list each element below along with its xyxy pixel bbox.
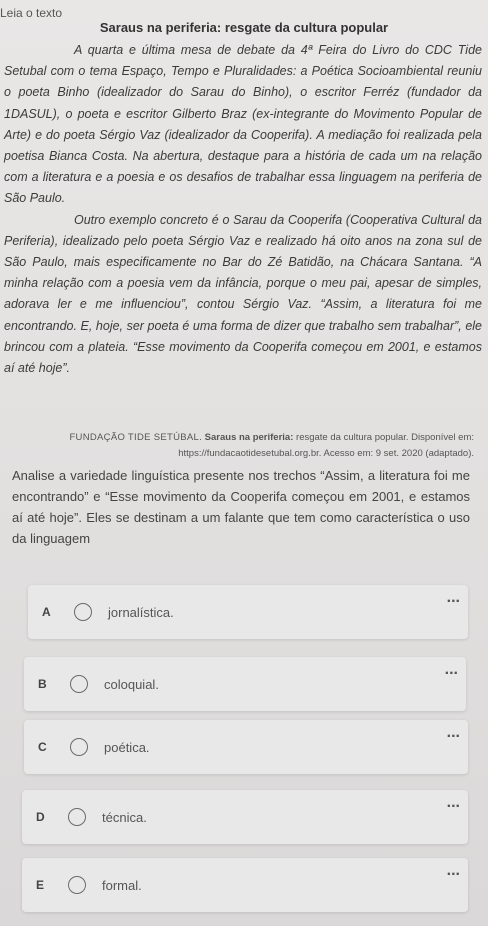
option-letter: D [36,810,45,824]
radio-button[interactable] [68,808,86,826]
option-text: técnica. [102,810,147,825]
passage-text [4,40,482,379]
more-options-icon[interactable]: ... [446,589,460,606]
source-org: FUNDAÇÃO TIDE SETÚBAL. [69,432,203,443]
radio-button[interactable] [74,603,92,621]
more-options-icon[interactable]: ... [446,794,460,811]
option-b[interactable] [24,657,466,711]
radio-button[interactable] [70,675,88,693]
option-d[interactable] [22,790,468,844]
option-text: formal. [102,878,142,893]
radio-button[interactable] [68,876,86,894]
source-title: Saraus na periferia: [204,432,294,443]
more-options-icon[interactable]: ... [446,862,460,879]
source-rest: resgate da cultura popular. Disponível em: [293,432,474,443]
passage-paragraph: Outro exemplo concreto é o Sarau da Cooperifa (Cooperativa Cultural da Periferia), idealizado pelo poeta Sérgio Vaz e realizado há oito anos na zona sul de São Paulo, mais especificamente no Bar do Zé Batidão, na Chácara Santana. “A minha relação com a poesia vem da infância, porque o meu pai, apesar de simples, adorava ler e me influenciou”, contou Sérgio Vaz. “Assim, a literatura foi me encontrando. E, hoje, ser poeta é uma forma de dizer que trabalho sem trabalhar”, ele brincou com a plateia. “Esse movimento da Cooperifa começou em 2001, e estamos aí até hoje”. [4,212,482,376]
question-text: Analise a variedade linguística presente nos trechos “Assim, a literatura foi me encontrando” e “Esse movimento da Cooperifa começou em 2001, e estamos aí até hoje”. Eles se destinam a um falante que tem como característica o uso da linguagem [12,468,470,546]
option-text: jornalística. [108,605,174,620]
option-letter: A [42,605,51,619]
more-options-icon[interactable]: ... [444,661,458,678]
option-a[interactable] [28,585,468,639]
option-text: poética. [104,740,150,755]
option-letter: B [38,677,47,691]
option-text: coloquial. [104,677,159,692]
passage-title: Saraus na periferia: resgate da cultura popular [99,20,389,35]
radio-button[interactable] [70,738,88,756]
more-options-icon[interactable]: ... [446,724,460,741]
source-citation [20,430,474,462]
option-c[interactable] [24,720,468,774]
option-letter: E [36,878,45,892]
source-url: https://fundacaotidesetubal.org.br. Acesso em: 9 set. 2020 (adaptado). [178,448,474,459]
passage-paragraph: A quarta e última mesa de debate da 4ª Feira do Livro do CDC Tide Setubal com o tema Espaço, Tempo e Pluralidades: a Poética Socioambiental reuniu o poeta Binho (idealizador do Sarau do Binho), o escritor Ferréz (fundador da 1DASUL), o poeta e escritor Gilberto Braz (ex-integrante do Movimento Popular de Arte) e do poeta Sérgio Vaz (idealizador da Cooperifa). A mediação foi realizada pela poetisa Bianca Costa. Na abertura, destaque para a história de cada um na relação com a literatura e a poesia e os desafios de trabalhar essa linguagem na periferia de São Paulo. [4,43,482,206]
option-e[interactable] [22,858,468,912]
option-letter: C [38,740,47,754]
instruction-label: Leia o texto [0,6,63,20]
